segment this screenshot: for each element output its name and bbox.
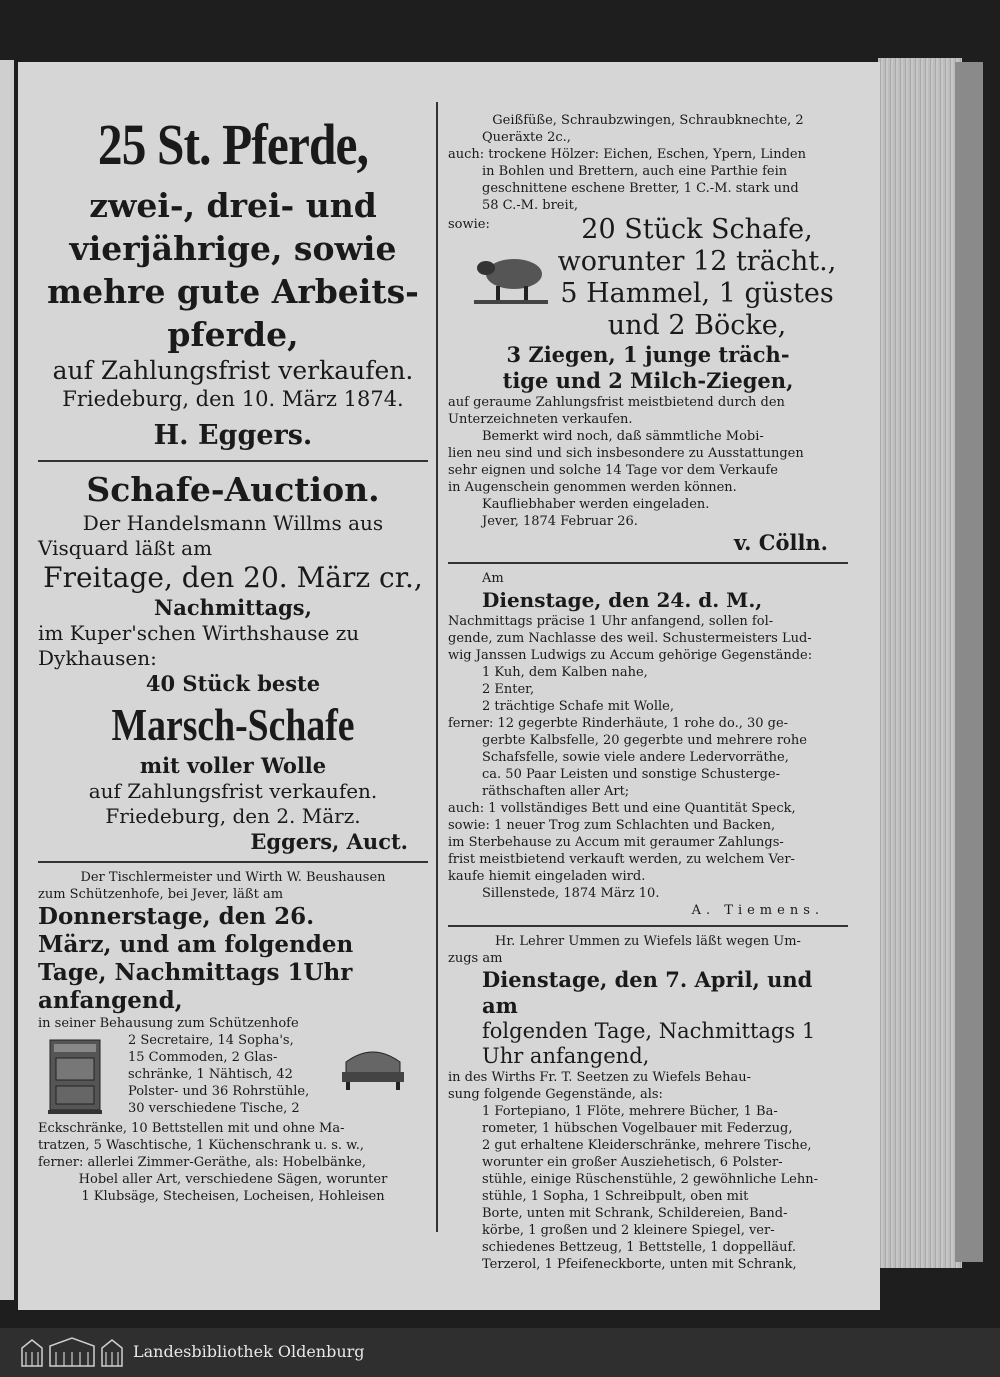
- footer-library-name: Landesbibliothek Oldenburg: [133, 1342, 365, 1361]
- ad-sheep-marsch: Marsch-Schafe: [111, 699, 355, 750]
- ad-furniture-date: Tage, Nachmittags 1Uhr: [38, 959, 353, 986]
- ad-estate-line: gende, zum Nachlasse des weil. Schustermeisters Lud-: [448, 631, 812, 646]
- ad-teacher-move: [448, 933, 848, 1273]
- ad-horses-line: mehre gute Arbeits-: [47, 272, 419, 311]
- ad-estate-line: gerbte Kalbsfelle, 20 gegerbte und mehrere rohe: [482, 733, 807, 748]
- ad-sheep-signature: Eggers, Auct.: [250, 829, 408, 854]
- ad-furniture-rest: Hobel aller Art, verschiedene Sägen, worunter: [78, 1172, 388, 1187]
- ad-tools-line: 58 C.-M. breit,: [482, 198, 579, 213]
- ad-teacher-line: sung folgende Gegenstände, als:: [448, 1087, 663, 1102]
- ad-estate-line: ferner: 12 gegerbte Rinderhäute, 1 rohe do., 30 ge-: [448, 716, 789, 731]
- ad-teacher-line: zugs am: [448, 951, 503, 966]
- ad-estate-signature: A. Tiemens.: [691, 903, 824, 918]
- ad-tools-text: Kaufliebhaber werden eingeladen.: [482, 497, 710, 512]
- ad-tools-signature: v. Cölln.: [734, 530, 828, 555]
- ad-estate-line: kaufe hiemit eingeladen wird.: [448, 869, 646, 884]
- ad-teacher-line: rometer, 1 hübschen Vogelbauer mit Federzug,: [482, 1121, 793, 1136]
- ad-teacher-line: 1 Fortepiano, 1 Flöte, mehrere Bücher, 1 Ba-: [482, 1104, 778, 1119]
- ad-tools-place-date: Jever, 1874 Februar 26.: [482, 514, 638, 529]
- ad-furniture-date: März, und am folgenden: [38, 931, 354, 958]
- ad-tools-line: Geißfüße, Schraubzwingen, Schraubknechte, 2: [492, 113, 804, 128]
- ad-sheep-line: Dykhausen:: [38, 646, 157, 670]
- adjacent-page-edge: [0, 60, 14, 1300]
- ad-sheep-auction: [38, 468, 428, 855]
- ad-estate-line: frist meistbietend verkauft werden, zu welchem Ver-: [448, 852, 795, 867]
- ad-sheep-line: Der Handelsmann Willms aus: [82, 511, 384, 535]
- ad-tools-text: auf geraume Zahlungsfrist meistbietend durch den: [448, 395, 785, 410]
- ad-estate-line: ca. 50 Paar Leisten und sonstige Schusterge-: [482, 767, 780, 782]
- ad-teacher-line: schiedenes Bettzeug, 1 Bettstelle, 1 doppelläuf.: [482, 1240, 797, 1255]
- divider: [38, 460, 428, 462]
- ad-teacher-date: Dienstage, den 7. April, und am: [482, 967, 813, 1018]
- ad-estate-line: Schafsfelle, sowie viele andere Ledervorräthe,: [482, 750, 789, 765]
- ad-sheep-time: Nachmittags,: [154, 595, 312, 620]
- sheep-illustration: [472, 248, 550, 308]
- cabinet-illustration: [44, 1036, 106, 1116]
- ad-tools-text: Unterzeichneten verkaufen.: [448, 412, 633, 427]
- ad-teacher-date: Uhr anfangend,: [482, 1044, 650, 1068]
- newspaper-page: [18, 62, 880, 1310]
- ad-sheep-title: Schafe-Auction.: [86, 470, 380, 509]
- divider: [448, 562, 848, 564]
- ad-horses-title: 25 St. Pferde,: [97, 112, 369, 177]
- ad-tools-continued: [448, 62, 848, 556]
- ad-sheep-block: [448, 214, 848, 342]
- ad-estate-line: 2 trächtige Schafe mit Wolle,: [482, 699, 675, 714]
- ad-sheep-line: mit voller Wolle: [139, 753, 327, 778]
- ad-teacher-line: worunter ein großer Ausziehetisch, 6 Polster-: [482, 1155, 783, 1170]
- ad-furniture-items-block: [38, 1032, 428, 1120]
- ad-horses-line: zwei-, drei- und: [89, 186, 377, 225]
- ad-furniture-rest: ferner: allerlei Zimmer-Geräthe, als: Hobelbänke,: [38, 1155, 366, 1170]
- ad-horses-line: pferde,: [167, 315, 299, 354]
- ad-teacher-line: Terzerol, 1 Pfeifeneckborte, unten mit Schrank,: [482, 1257, 797, 1272]
- sofa-illustration: [338, 1042, 408, 1092]
- ad-teacher-line: stühle, einige Rüschenstühle, 2 gewöhnliche Lehn-: [482, 1172, 818, 1187]
- ad-estate-line: räthschaften aller Art;: [482, 784, 630, 799]
- ad-horses: [38, 62, 428, 454]
- ad-furniture-rest: 1 Klubsäge, Stecheisen, Locheisen, Hohleisen: [81, 1189, 385, 1204]
- ad-teacher-line: Borte, unten mit Schrank, Schildereien, Band-: [482, 1206, 788, 1221]
- ad-sheep-count: und 2 Böcke,: [607, 310, 787, 341]
- ad-estate-line: auch: 1 vollständiges Bett und eine Quantität Speck,: [448, 801, 796, 816]
- ad-horses-sale: auf Zahlungsfrist verkaufen.: [52, 356, 414, 385]
- ad-tools-line: Queräxte 2c.,: [482, 130, 571, 145]
- ad-furniture-item: Polster- und 36 Rohrstühle,: [128, 1084, 310, 1099]
- ad-furniture-location: in seiner Behausung zum Schützenhofe: [38, 1016, 299, 1031]
- ad-horses-signature: H. Eggers.: [153, 420, 313, 451]
- ad-teacher-line: körbe, 1 großen und 2 kleinere Spiegel, ver-: [482, 1223, 775, 1238]
- ad-estate-line: 1 Kuh, dem Kalben nahe,: [482, 665, 648, 680]
- ad-furniture-item: 2 Secretaire, 14 Sopha's,: [128, 1033, 294, 1048]
- ad-estate-line: sowie: 1 neuer Trog zum Schlachten und Backen,: [448, 818, 776, 833]
- ad-estate-sale: [448, 570, 848, 919]
- ad-furniture-rest: tratzen, 5 Waschtische, 1 Küchenschrank u. s. w.,: [38, 1138, 364, 1153]
- ad-tools-line: in Bohlen und Brettern, auch eine Parthie fein: [482, 164, 788, 179]
- ad-sheep-count: worunter 12 trächt.,: [557, 246, 837, 277]
- ad-teacher-line: in des Wirths Fr. T. Seetzen zu Wiefels Behau-: [448, 1070, 751, 1085]
- ad-tools-line: geschnittene eschene Bretter, 1 C.-M. stark und: [482, 181, 799, 196]
- ad-horses-place-date: Friedeburg, den 10. März 1874.: [62, 387, 404, 411]
- ad-furniture-date: anfangend,: [38, 987, 183, 1014]
- book-cover-edge: [955, 62, 983, 1262]
- ad-furniture-date: Donnerstage, den 26.: [38, 903, 315, 930]
- ad-sheep-line: 40 Stück beste: [145, 671, 321, 696]
- ad-tools-text: in Augenschein genommen werden können.: [448, 480, 737, 495]
- ad-furniture-item: 30 verschiedene Tische, 2: [128, 1101, 300, 1116]
- ad-teacher-line: stühle, 1 Sopha, 1 Schreibpult, oben mit: [482, 1189, 749, 1204]
- ad-furniture-intro: zum Schützenhofe, bei Jever, läßt am: [38, 887, 284, 902]
- ad-estate-date: Dienstage, den 24. d. M.,: [482, 588, 763, 612]
- ad-sheep-count: 5 Hammel, 1 güstes: [560, 278, 834, 309]
- ad-sheep-date: Freitage, den 20. März cr.,: [43, 561, 423, 594]
- left-column: [38, 62, 428, 1205]
- ad-estate-line: wig Janssen Ludwigs zu Accum gehörige Gegenstände:: [448, 648, 813, 663]
- divider: [38, 861, 428, 863]
- ad-teacher-line: 2 gut erhaltene Kleiderschränke, mehrere Tische,: [482, 1138, 812, 1153]
- ad-tools-text: sehr eignen und solche 14 Tage vor dem Verkaufe: [448, 463, 778, 478]
- ad-furniture-intro: Der Tischlermeister und Wirth W. Beushausen: [80, 870, 386, 885]
- ad-teacher-line: Hr. Lehrer Ummen zu Wiefels läßt wegen Um-: [495, 934, 801, 949]
- book-page-edges: [878, 58, 962, 1268]
- ad-tools-line: auch: trockene Hölzer: Eichen, Eschen, Ypern, Linden: [448, 147, 806, 162]
- ad-furniture-item: schränke, 1 Nähtisch, 42: [128, 1067, 293, 1082]
- ad-sheep-place-date: Friedeburg, den 2. März.: [105, 804, 361, 828]
- ad-estate-line: im Sterbehause zu Accum mit geraumer Zahlungs-: [448, 835, 784, 850]
- ad-sheep-line: im Kuper'schen Wirthshause zu: [38, 621, 360, 645]
- ad-tools-text: lien neu sind und sich insbesondere zu Ausstattungen: [448, 446, 804, 461]
- ad-estate-line: 2 Enter,: [482, 682, 535, 697]
- ad-furniture-rest: Eckschränke, 10 Bettstellen mit und ohne Ma-: [38, 1121, 345, 1136]
- ad-furniture-item: 15 Commoden, 2 Glas-: [128, 1050, 278, 1065]
- column-divider: [436, 102, 438, 1232]
- ad-sheep-sale: auf Zahlungsfrist verkaufen.: [88, 779, 378, 803]
- ad-sheep-count: 20 Stück Schafe,: [581, 214, 813, 245]
- right-column: [448, 62, 848, 1273]
- ad-goats: tige und 2 Milch-Ziegen,: [502, 368, 794, 393]
- ad-estate-line: Nachmittags präcise 1 Uhr anfangend, sollen fol-: [448, 614, 774, 629]
- ad-estate-am: Am: [482, 571, 504, 586]
- ad-goats: 3 Ziegen, 1 junge träch-: [506, 342, 790, 367]
- ad-sowie-label: sowie:: [448, 217, 490, 232]
- ad-estate-place-date: Sillenstede, 1874 März 10.: [482, 886, 660, 901]
- ad-sheep-line: Visquard läßt am: [38, 536, 213, 560]
- ad-horses-line: vierjährige, sowie: [69, 229, 397, 268]
- ad-furniture: [38, 869, 428, 1205]
- ad-teacher-date: folgenden Tage, Nachmittags 1: [482, 1019, 816, 1043]
- library-building-icon: [20, 1336, 124, 1368]
- divider: [448, 925, 848, 927]
- ad-tools-text: Bemerkt wird noch, daß sämmtliche Mobi-: [482, 429, 764, 444]
- footer-bar: [0, 1328, 1000, 1377]
